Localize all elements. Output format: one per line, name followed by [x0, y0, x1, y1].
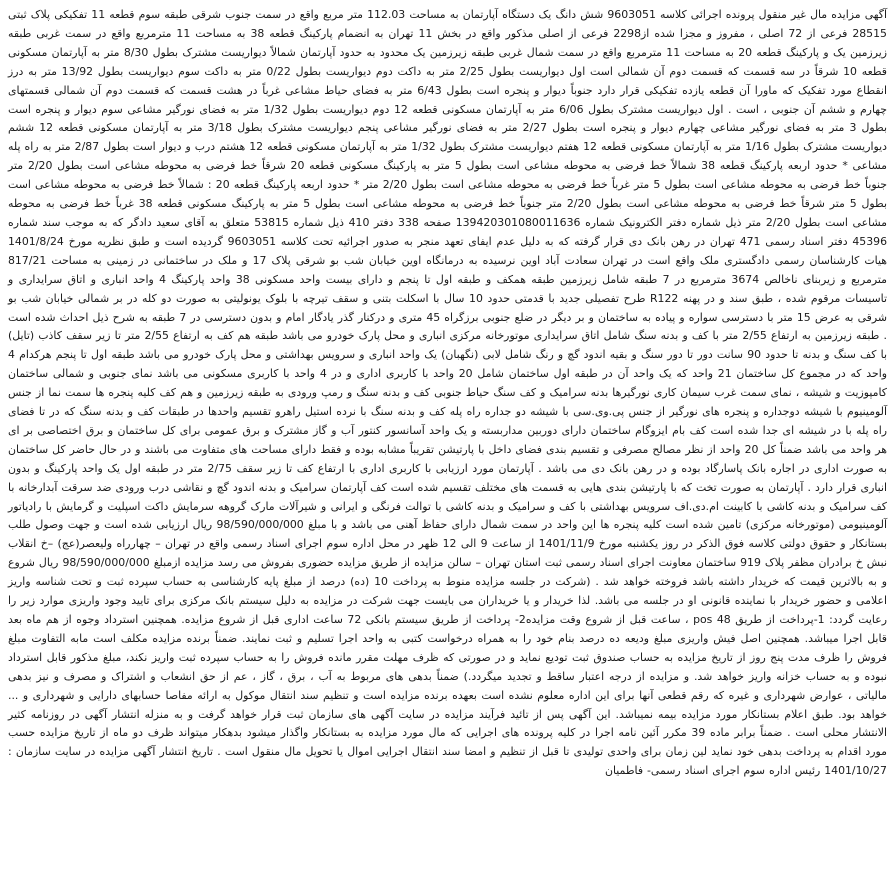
notice-body-text: آگهی مزایده مال غیر منقول پرونده اجرائی کلاسه 9603051 شش دانگ یک دستگاه آپارتمان به مساحت 112.03 متر مربع واقع در سمت جنوب شرقی طبقه سوم قطعه 11 تفکیکی پلاک ثبتی 28515 فرعی از 72 اصلی ، مفروز و مجزا شده از2298 فرعی از اصلی مذکور واقع در بخش 11 تهران به انضمام پارکینگ قطعه 38 به مساحت 11 مترمربع واقع در سمت غربی طبقه زیرزمین یک و پارکینگ قطعه 20 به مساحت 11 مترمربع واقع در سمت شمال غربی طبقه زیرزمین یک محدود به حدود آپارتمان شمالاً دیواریست مشترک بطول 8/30 متر به آپارتمان مسکونی قطعه 10 شرقاً در سه قسمت که قسمت دوم آن شمالی است اول دیواریست بطول 2/25 متر به داکت دوم دیواریست بطول 0/22 متر به داکت سوم دیواریست بطول 13/92 متر به درز انقطاع مورد تفکیک که ماورا آن قطعه یازده تفکیکی قرار دارد جنوباً دیوار و پنجره است بطول 6/43 متر به فضای حیاط مشاعی غرباً در هشت قسمت که قسمت دوم آن شمالی قسمتهای چهارم و ششم آن جنوبی ، است . اول دیواریست مشترک بطول 6/06 متر به آپارتمان مسکونی قطعه 12 دوم دیواریست بطول 1/32 متر به فضای نورگیر مشاعی سوم دیوار و پنجره است بطول 3 متر به فضای نورگیر مشاعی چهارم دیوار و پنجره است بطول 2/27 متر به فضای نورگیر مشاعی پنجم دیواریست مشترک بطول 3/18 متر به آپارتمان مسکونی قطعه 12 ششم دیواریست مشترک بطول 1/16 متر به آپارتمان مسکونی قطعه 12 هفتم دیواریست مشترک بطول 1/32 متر به آپارتمان مسکونی قطعه 12 هشتم درب و دیوار است بطول 2/87 متر به راه پله مشاعی * حدود اربعه پارکینگ قطعه 38 شمالاً خط فرضی به محوطه مشاعی است بطول 5 متر به پارکینگ مسکونی قطعه 20 شرقاً خط فرضی به محوطه مشاعی است بطول 2/20 متر جنوباً خط فرضی به محوطه مشاعی است بطول 5 متر غرباً خط فرضی به محوطه مشاعی است بطول 2/20 متر * حدود اربعه پارکینگ قطعه 20 : شمالاً خط فرضی به محوطه مشاعی است بطول 5 متر شرقاً خط فرضی به محوطه مشاعی است بطول 2/20 متر جنوباً خط فرضی به محوطه مشاعی است بطول 5 متر به پارکینگ مسکونی قطعه 38 غرباً خط فرضی به محوطه مشاعی است بطول 2/20 متر ذیل شماره دفتر الکترونیک شماره 139420301080011636 صفحه 338 دفتر 410 ذیل شماره 53815 متعلق به آقای سعید دادگر که به موجب سند شماره 45396 دفتر اسناد رسمی 471 تهران در رهن بانک دی قرار گرفته که به دلیل عدم ایفای تعهد منجر به صدور اجرائیه تحت کلاسه 9603051 گردیده است و طبق نظریه مورخ 1401/8/24 هیات کارشناسان رسمی دادگستری ملک واقع است در تهران سعادت آباد اوین نرسیده به درمانگاه اوین خیابان شب بو شرقی پلاک 17 و ملک در ساختمانی در زمینی به مساحت 817/21 مترمربع و زیربنای ناخالص 3674 مترمربع در 7 طبقه شامل زیرزمین طبقه همکف و طبقه اول تا پنجم و دارای بیست واحد مسکونی 38 واحد پارکینگ 4 واحد انباری و اتاق سرایداری و تاسیسات مرقوم شده ، طبق سند و در پهنه R122 طرح تفصیلی جدید با قدمتی حدود 10 سال با اسکلت بتنی و سقف تیرچه با بلوک یونولیتی به صورت دو کله در بر شمالی خیابان شب بو شرقی به عرض 15 متر با دسترسی سواره و پیاده به ساختمان و بر دیگر در ضلع جنوبی برزگراه 45 متری و درکنار گذر یادگار امام و بدون دسترسی در 7 طبقه به شرح ذیل احداث شده است . طبقه زیرزمین به ارتفاع 2/55 متر با کف و بدنه سنگ شامل اتاق سرایداری موتورخانه مرکزی انباری و محل پارک خودرو می باشد طبقه هم کف به ارتفاع 2/55 متر تا زیر سقف کاذب (تایل) با کف سنگ و بدنه تا حدود 90 سانت دور تا دور سنگ و بقیه اندود گچ و رنگ شامل لابی (نگهبان) یک واحد انباری و سرویس بهداشتی و محل پارک خودرو می باشد طبقه اول تا پنجم هرکدام 4 واحد که در مجموع کل ساختمان 21 واحد که یک واحد آن در طبقه اول ساختمان شامل 20 واحد با کاربری اداری و در 4 واحد با کاربری مسکونی می باشد نمای جنوبی و شمالی ساختمان کامپوزیت و شیشه ، نمای سمت غرب سیمان کاری نورگیرها بدنه سرامیک و کف سنگ حیاط جنوبی کف و بدنه سنگ و رمپ ورودی به طبقه زیرزمین و هم کف کلیه پنجره ها سمت نما از جنس آلومینیوم با شیشه دوجداره و پنجره های نورگیر از جنس پی.وی.سی با شیشه دو جداره راه پله کف و بدنه سنگ با نرده استیل راهرو تقسیم واحدها در طبقات کف و بدنه سنگ که در تا فضای راه پله با در شیشه ای جدا شده است کف بام ایزوگام ساختمان دارای دوربین مداربسته و یک واحد آسانسور کنتور آب و گاز مشترک و برق عمومی برای کل ساختمان و برق اختصاصی بر ای هر واحد می باشد ضمناً کل 20 واحد از نظر مصالح مصرفی و تقسیم بندی فضای داخل با پارتیشن تقریباً مشابه بوده و فقط دارای مساحت های متفاوت می باشند و در حال حاضر کل ساختمان به صورت اداری در اجاره بانک پاسارگاد بوده و در رهن بانک دی می باشد . آپارتمان مورد ارزیابی با کاربری اداری با ارتفاع کف تا زیر سقف 2/75 متر در طبقه اول یک واحد پارکینگ و بدون انباری قرار دارد . آپارتمان به صورت تخت که با پارتیشن بندی هایی به قسمت های مختلف تقسیم شده است کف آپارتمان سرامیک و بدنه اندود گچ و نقاشی درب ورودی ضد سرقت آبدارخانه با کف سرامیک و بدنه کاشی با کابینت ام.دی.اف سرویس بهداشتی با کف و سرامیک و بدنه کاشی با توالت فرنگی و ایرانی و شیرآلات مارک گروهه سرمایش داکت اسپلیت و گرمایش با رادیاتور آلومینیومی (موتورخانه مرکزی) تامین شده است کلیه پنجره ها این واحد در سمت شمال دارای حفاظ آهنی می باشد و با مبلغ 98/590/000/000 ریال ارزیابی شده است و جهت وصول طلب بستانکار و حقوق دولتی کلاسه فوق الذکر در روز یکشنبه مورخ 1401/11/9 از ساعت 9 الی 12 ظهر در محل اداره سوم اجرای اسناد رسمی واقع در تهران – چهارراه ولیعصر(عج) –خ انقلاب نبش خ برادران مظفر پلاک 919 ساختمان معاونت اجرای اسناد رسمی ثبت استان تهران – سالن مزایده از طریق مزایده حضوری بفروش می رسد مزایده ازمبلغ 98/590/000/000 ریال شروع و به بالاترین قیمت که خریدار داشته باشد فروخته خواهد شد . (شرکت در جلسه مزایده منوط به پرداخت 10 (ده) درصد از مبلغ پایه کارشناسی به حساب سپرده ثبت و تحت شناسه واریز اعلامی و حضور خریدار با نماینده قانونی او در جلسه می باشد. لذا خریدار و یا خریداران می بایست جهت شرکت در مزایده به دلیل سیستم بانک مرکزی برای تایید وجود واریزی موارد زیر را رعایت گردد: 1-پرداخت از طریق 48 pos ، ساعت قبل از شروع وقت مزایده2- پرداخت از طریق سیستم بانکی 72 ساعت اداری قبل از شروع مزایده. همچنین استرداد وجوه از هم ماه بعد قابل اجرا میباشد. همچنین اصل فیش واریزی مبلغ ودیعه ده درصد بنام خود را به همراه درخواست کتبی به واحد اجرا تسلیم و ثبت نمایند. ضمناً برنده مزایده مکلف است مابه التفاوت مبلغ فروش را ظرف مدت پنج روز از تاریخ مزایده به حساب صندوق ثبت تودیع نماید و در صورتی که ظرف مهلت مقرر مانده فروش را به حساب سپرده ثبت واریز نکند، مبلغ مذکور قابل استرداد نبوده و به حساب خزانه واریز خواهد شد. و مزایده از درجه اعتبار ساقط و تجدید میگردد.) ضمناً بدهی های مربوط به آب ، برق ، گاز ، عم از حق انشعاب و اشتراک و مصرف و نیز بدهی مالیاتی ، عوارض شهرداری و غیره که رقم قطعی آنها برای این اداره معلوم نشده است بعهده برنده مزایده است و تنظیم سند انتقال موکول به ارائه مفاصا حسابهای دارایی و شهرداری و ... خواهد بود. طبق اعلام بستانکار مورد مزایده بیمه نمیباشد. این آگهی پس از تائید فرآیند مزایده در سایت آگهی های سازمان ثبت قرار خواهد گرفت و به منزله انتشار آگهی در روزنامه کثیر الانتشار محلی است . ضمناً برابر ماده 39 مکرر آئین نامه اجرا در کلیه پرونده های اجرایی که مال مورد مزایده به بستانکار واگذار میشود بدهکار میتواند ظرف دو ماه از تاریخ مزایده حسب مورد اقدام به پرداخت بدهی خود نماید لین زمان برای واحدی تولیدی تا قبل از تنظیم و امضا سند انتقال اجرایی اموال یا تحویل مال منقول است . تاریخ انتشار آگهی مزایده در سایت سازمان : 1401/10/27 رئیس اداره سوم اجرای اسناد رسمی- فاطمیان	[8, 8, 888, 778]
